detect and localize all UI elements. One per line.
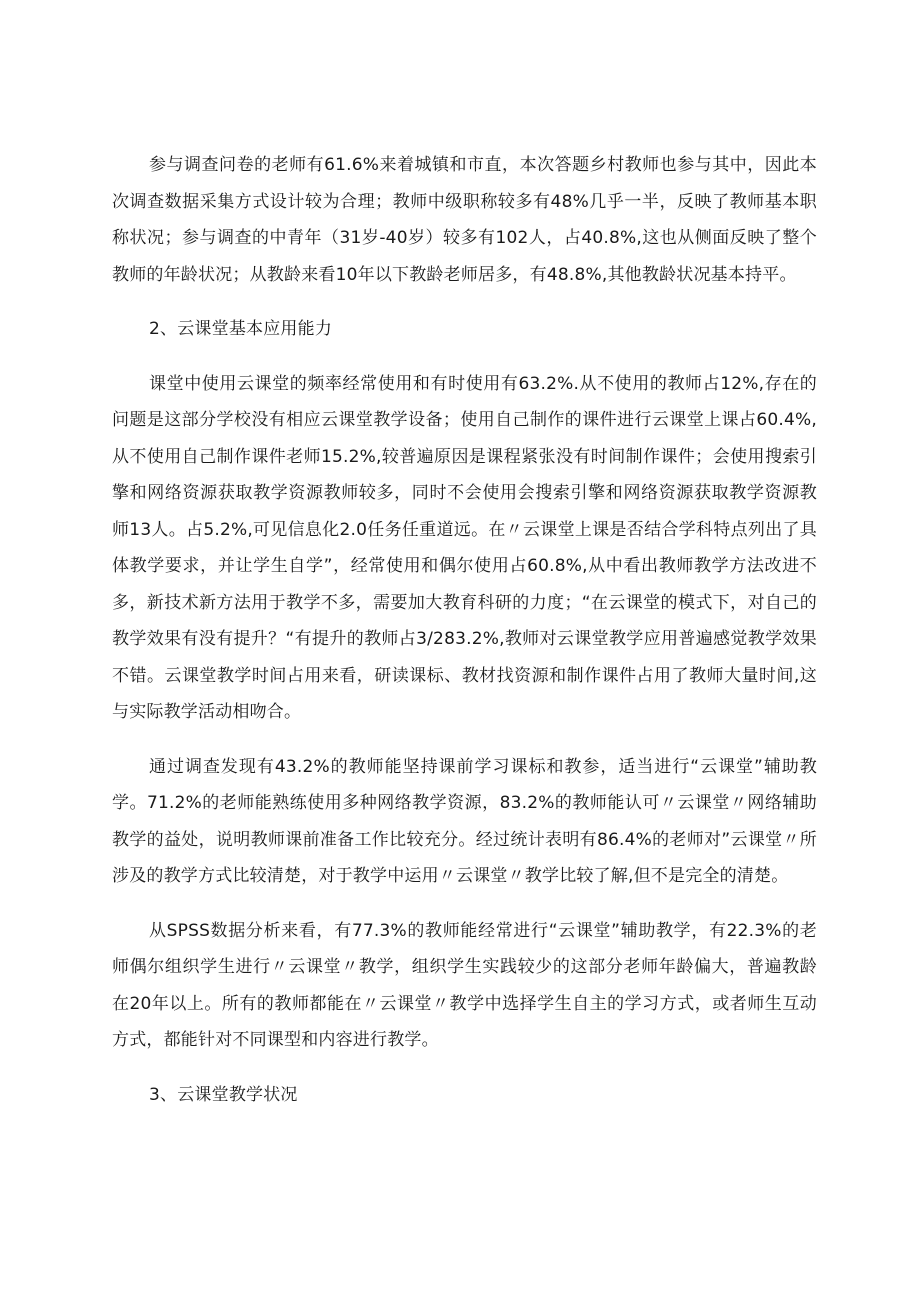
paragraph-preparation: 通过调查发现有43.2%的教师能坚持课前学习课标和教参，适当进行“云课堂”辅助教学。71.2%的老师能熟练使用多种网络教学资源，83.2%的教师能认可〃云课堂〃网络辅助教学的益处，说明教师课前准备工作比较充分。经过统计表明有86.4%的老师对”云课堂〃所涉及的教学方式比较清楚，对于教学中运用〃云课堂〃教学比较了解,但不是完全的清楚。 — [112, 756, 817, 886]
section-heading-teaching-status: 3、云课堂教学状况 — [149, 1084, 298, 1105]
paragraph-spss-analysis: 从SPSS数据分析来看，有77.3%的教师能经常进行“云课堂”辅助教学，有22.3%的老师偶尔组织学生进行〃云课堂〃教学，组织学生实践较少的这部分老师年龄偏大，普遍教龄在20年以上。所有的教师都能在〃云课堂〃教学中选择学生自主的学习方式，或者师生互动方式，都能针对不同课型和内容进行教学。 — [112, 920, 817, 1050]
paragraph-survey-overview: 参与调查问卷的老师有61.6%来着城镇和市直，本次答题乡村教师也参与其中，因此本次调查数据采集方式设计较为合理；教师中级职称较多有48%几乎一半，反映了教师基本职称状况；参与调查的中青年（31岁-40岁）较多有102人，占40.8%,这也从侧面反映了整个教师的年龄状况；从教龄来看10年以下教龄老师居多，有48.8%,其他教龄状况基本持平。 — [112, 155, 817, 285]
paragraph-usage-frequency: 课堂中使用云课堂的频率经常使用和有时使用有63.2%.从不使用的教师占12%,存在的问题是这部分学校没有相应云课堂教学设备；使用自己制作的课件进行云课堂上课占60.4%,从不使用自己制作课件老师15.2%,较普遍原因是课程紧张没有时间制作课件；会使用搜索引擎和网络资源获取教学资源教师较多，同时不会使用会搜索引擎和网络资源获取教学资源教师13人。占5.2%,可见信息化2.0任务任重道远。在〃云课堂上课是否结合学科特点列出了具体教学要求，并让学生自学”，经常使用和偶尔使用占60.8%,从中看出教师教学方法改进不多，新技术新方法用于教学不多，需要加大教育科研的力度；“在云课堂的模式下，对自己的教学效果有没有提升？“有提升的教师占3/283.2%,教师对云课堂教学应用普遍感觉教学效果不错。云课堂教学时间占用来看，研读课标、教材找资源和制作课件占用了教师大量时间,这与实际教学活动相吻合。 — [112, 373, 817, 722]
document-body — [112, 147, 817, 1113]
section-heading-basic-application: 2、云课堂基本应用能力 — [149, 319, 333, 339]
